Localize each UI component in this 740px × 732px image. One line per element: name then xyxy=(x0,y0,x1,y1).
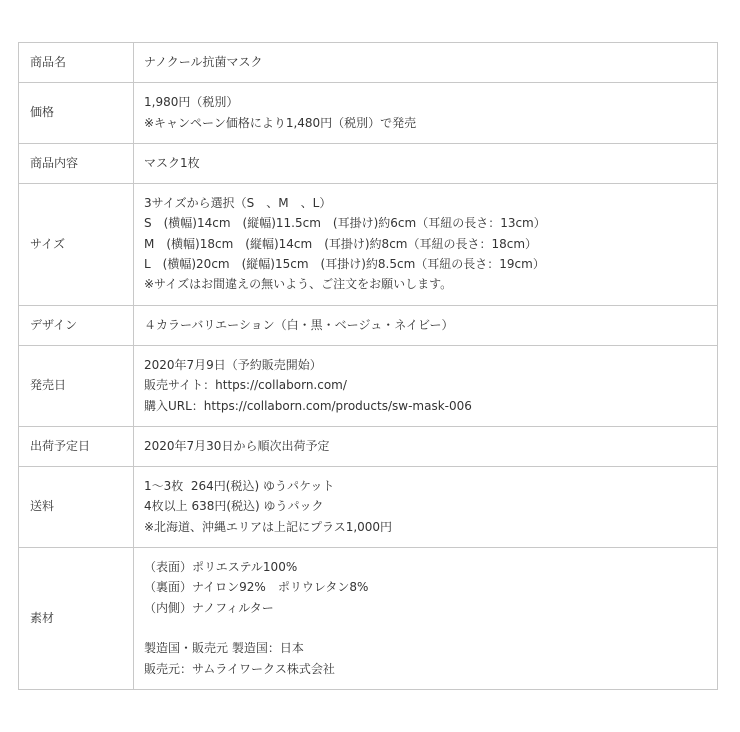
spec-value xyxy=(134,345,718,426)
spec-label: 出荷予定日 xyxy=(19,426,134,466)
spec-value xyxy=(134,426,718,466)
spec-value-line: 4枚以上 638円(税込) ゆうパック xyxy=(144,499,324,514)
spec-value xyxy=(134,143,718,183)
spec-value xyxy=(134,467,718,548)
spec-row-shipping-fee xyxy=(19,467,718,548)
spec-value-line: （裏面）ナイロン92% ポリウレタン8% xyxy=(144,580,369,595)
spec-row-price xyxy=(19,83,718,144)
spec-value-line: 販売サイト：https://collaborn.com/ xyxy=(144,378,347,393)
spec-row-design xyxy=(19,305,718,345)
spec-value-spacer xyxy=(144,618,707,638)
spec-value xyxy=(134,43,718,83)
spec-label: サイズ xyxy=(19,184,134,305)
spec-value-line: マスク1枚 xyxy=(144,155,200,170)
spec-value-line: 2020年7月9日（予約販売開始） xyxy=(144,357,322,372)
spec-value-line: 購入URL：https://collaborn.com/products/sw-mask-006 xyxy=(144,398,472,413)
spec-row-ship-date xyxy=(19,426,718,466)
spec-label: 価格 xyxy=(19,83,134,144)
spec-value-line: ※北海道、沖縄エリアは上記にプラス1,000円 xyxy=(144,519,393,534)
spec-label: 商品名 xyxy=(19,43,134,83)
spec-value xyxy=(134,83,718,144)
spec-label: 発売日 xyxy=(19,345,134,426)
spec-value-line: （表面）ポリエステル100% xyxy=(144,560,298,575)
spec-row-product-name xyxy=(19,43,718,83)
product-spec-table xyxy=(18,42,718,690)
spec-value-line: 1〜3枚 264円(税込) ゆうパケット xyxy=(144,479,335,494)
spec-value-line: ４カラーバリエーション（白・黒・ベージュ・ネイビー） xyxy=(144,317,454,332)
spec-value-line: 販売元：サムライワークス株式会社 xyxy=(144,661,335,676)
spec-value xyxy=(134,184,718,305)
spec-row-release-date xyxy=(19,345,718,426)
spec-value-line: L (横幅)20cm (縦幅)15cm (耳掛け)約8.5cm（耳紐の長さ：19cm） xyxy=(144,257,545,272)
spec-value-line: 製造国・販売元 製造国：日本 xyxy=(144,641,304,656)
spec-label: 送料 xyxy=(19,467,134,548)
spec-value-line: ナノクール抗菌マスク xyxy=(144,55,263,69)
spec-value xyxy=(134,548,718,690)
spec-value-line: 1,980円（税別） xyxy=(144,95,239,110)
spec-value-line: ※キャンペーン価格により1,480円（税別）で発売 xyxy=(144,115,417,130)
spec-value xyxy=(134,305,718,345)
spec-value-line: M (横幅)18cm (縦幅)14cm (耳掛け)約8cm（耳紐の長さ：18cm） xyxy=(144,236,538,251)
spec-label: デザイン xyxy=(19,305,134,345)
spec-value-line: （内側）ナノフィルター xyxy=(144,600,274,615)
spec-row-size xyxy=(19,184,718,305)
spec-label: 商品内容 xyxy=(19,143,134,183)
spec-value-line: S (横幅)14cm (縦幅)11.5cm (耳掛け)約6cm（耳紐の長さ：13cm） xyxy=(144,216,546,231)
spec-row-material xyxy=(19,548,718,690)
spec-value-line: 2020年7月30日から順次出荷予定 xyxy=(144,438,330,453)
spec-value-line: ※サイズはお間違えの無いよう、ご注文をお願いします。 xyxy=(144,277,453,292)
spec-value-line: 3サイズから選択（S 、M 、L） xyxy=(144,196,332,211)
spec-row-contents xyxy=(19,143,718,183)
spec-label: 素材 xyxy=(19,548,134,690)
